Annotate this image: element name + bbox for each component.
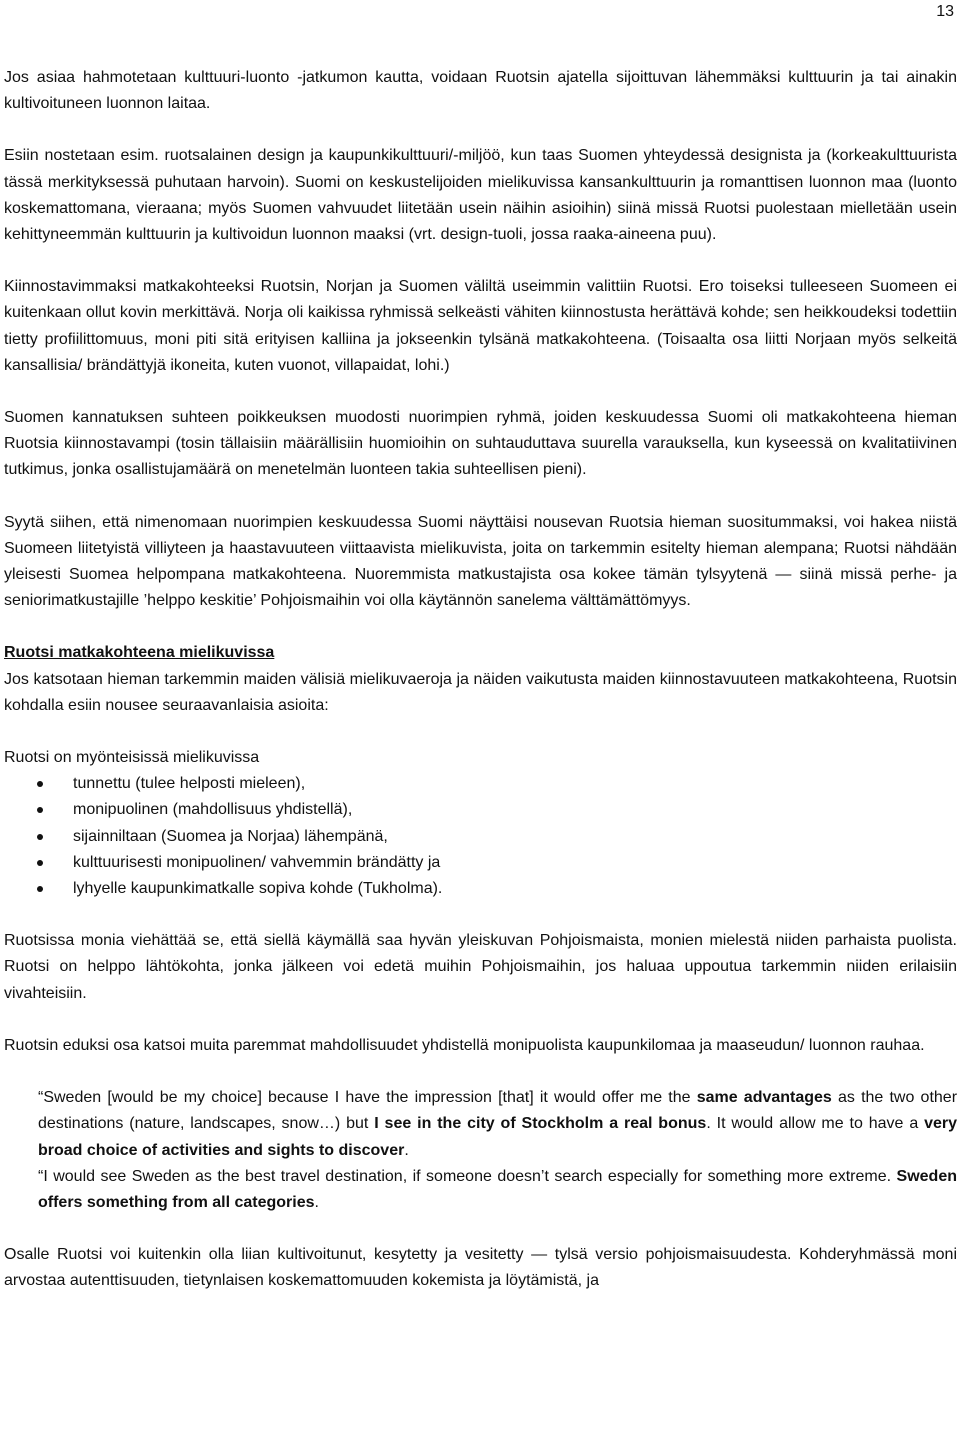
quote-emphasis: I see in the city of Stockholm a real bonus — [374, 1115, 707, 1133]
list-item: tunnettu (tulee helposti mieleen), — [4, 771, 957, 797]
quote-text: . It would allow me to have a — [706, 1115, 925, 1133]
quote-1 — [38, 1085, 957, 1164]
paragraph-combine: Ruotsin eduksi osa katsoi muita paremmat mahdollisuudet yhdistellä monipuolista kaupunkilomaa ja maaseudun/ luonnon rauhaa. — [4, 1036, 925, 1054]
paragraph-overview: Ruotsissa monia viehättää se, että siellä käymällä saa hyvän yleiskuvan Pohjoismaista, monien mielestä niiden parhaista puolista. Ruotsi on helppo lähtökohta, jonka jälkeen voi edetä muihin Pohjoismaihin, jos haluaa uppoutua tarkemmin niiden erilaisiin vivahteisiin. — [4, 932, 957, 1002]
quote-emphasis: very broad choice of activities and sights to discover — [38, 1115, 958, 1159]
section-heading: Ruotsi matkakohteena mielikuvissa — [4, 644, 275, 662]
list-title: Ruotsi on myönteisissä mielikuvissa — [4, 749, 260, 767]
quote-text: . — [314, 1193, 319, 1211]
page-number: 13 — [936, 3, 954, 20]
list-item: lyhyelle kaupunkimatkalle sopiva kohde (Tukholma). — [4, 876, 957, 902]
quote-emphasis: same advantages — [696, 1089, 832, 1107]
respondent-quotes — [38, 1085, 957, 1216]
paragraph-design: Esiin nostetaan esim. ruotsalainen design ja kaupunkikulttuuri/-miljöö, kun taas Suomen yhteydessä designista ja (korkeakulttuurista tässä merkityksessä puhutaan harvoin). Suomi on keskustelijoiden mielikuvissa kansankulttuurin ja romanttisen luonnon maa (luonto koskemattomana, vieraana; myös Suomen vahvuudet liitetään usein näihin asioihin) siinä missä Ruotsi puolestaan mielletään usein kehittyneemmän kulttuurin ja kultivoidun luonnon maaksi (vrt. design-tuoli, jossa raaka-aineena puu). — [4, 147, 957, 244]
paragraph-most-interesting: Kiinnostavimmaksi matkakohteeksi Ruotsin, Norjan ja Suomen väliltä useimmin valittiin Ruotsi. Ero toiseksi tulleeseen Suomeen ei kuitenkaan ollut kovin merkittävä. Norja oli kaikissa ryhmissä selkeästi vähiten kiinnostusta herättävä kohde; sen heikkoudeksi todettiin tietty profiilittomuus, moni piti sitä erityisen kalliina ja jokseenkin tylsänä matkakohteena. (Toisaalta osa liitti Norjaan myös selkeitä kansallisia/ brändättyjä ikoneita, kuten vuonot, villapaidat, lohi.) — [4, 278, 957, 374]
quote-text: as the two other destinations (nature, landscapes, snow…) but — [38, 1089, 958, 1133]
list-item: monipuolinen (mahdollisuus yhdistellä), — [4, 797, 957, 823]
list-item: kulttuurisesti monipuolinen/ vahvemmin brändätty ja — [4, 850, 957, 876]
paragraph-final: Osalle Ruotsi voi kuitenkin olla liian kultivoitunut, kesytetty ja vesitetty — tylsä versio pohjoismaisuudesta. Kohderyhmässä moni arvostaa autenttisuuden, tietynlaisen koskemattomuuden kokemista ja löytämistä, ja — [4, 1246, 957, 1290]
section-intro: Jos katsotaan hieman tarkemmin maiden välisiä mielikuvaeroja ja näiden vaikutusta maiden kiinnostavuuteen matkakohteena, Ruotsin kohdalla esiin nousee seuraavanlaisia asioita: — [4, 670, 957, 714]
document-body — [4, 65, 957, 1295]
paragraph-youngest-group: Suomen kannatuksen suhteen poikkeuksen muodosti nuorimpien ryhmä, joiden keskuudessa Suomi oli matkakohteena hieman Ruotsia kiinnostavampi (tosin tällaisiin määrällisiin huomioihin on suhtauduttava suurella varauksella, kun kyseessä on kvalitatiivinen tutkimus, jonka osallistujamäärä on menetelmän luonteen takia suhteellisen pieni). — [4, 409, 957, 479]
paragraph-culture-nature: Jos asiaa hahmotetaan kulttuuri-luonto -jatkumon kautta, voidaan Ruotsin ajatella sijoittuvan lähemmäksi kulttuurin ja tai ainakin kultivoituneen luonnon laitaa. — [4, 69, 957, 113]
list-item: sijainniltaan (Suomea ja Norjaa) lähempänä, — [4, 824, 957, 850]
quote-emphasis: Sweden offers something from all categories — [38, 1167, 957, 1211]
quote-2 — [38, 1164, 957, 1216]
positive-images-list — [4, 771, 957, 902]
paragraph-reason: Syytä siihen, että nimenomaan nuorimpien keskuudessa Suomi näyttäisi nousevan Ruotsia hieman suositummaksi, voi hakea niistä Suomeen liitetyistä villiyteen ja haastavuuteen viittaavista mielikuvista, joita on tarkemmin esitelty hieman alempana; Ruotsi nähdään yleisesti Suomea helpompana matkakohteena. Nuoremmista matkustajista osa kokee tämän tylsyytenä — siinä missä perhe- ja seniorimatkustajille ’helppo keskitie’ Pohjoismaihin voi olla käytännön sanelema välttämättömyys. — [4, 513, 957, 610]
quote-text: “Sweden [would be my choice] because I have the impression [that] it would offer me the — [38, 1089, 697, 1107]
quote-text: . — [404, 1141, 409, 1159]
quote-text: “I would see Sweden as the best travel destination, if someone doesn’t search especially for something more extreme. — [38, 1167, 897, 1185]
